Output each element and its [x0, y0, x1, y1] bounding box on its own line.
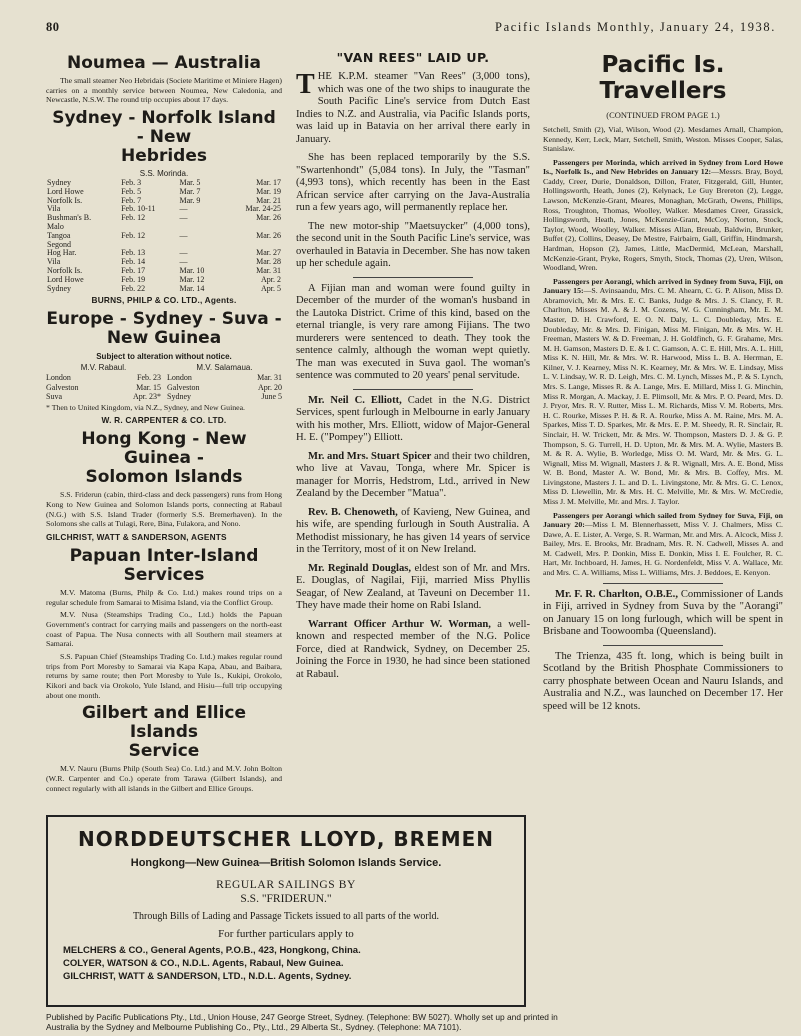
imprint-line-2: Australia by the Sydney and Melbourne Publishing Co., Pty., Ltd., 29 Alberta St., Sydney. (Telephone: MA 7101).: [46, 1022, 462, 1033]
charlton-body: Commissioner of Lands in Fiji, arrived in Sydney from Suva by the "Aorangi" on January 15 on long furlough, which will be spent in Brisbane and Toowoomba (Queensland).: [543, 588, 783, 638]
schedule-date: Mar. 26: [256, 230, 281, 240]
schedule-date: Mar. 27: [256, 248, 281, 258]
noumea-body: The small steamer Neo Hebridais (Societe Maritime et Miniere Hagen) carries on a monthly service between Noumea, New Caledonia, and Newcastle, N.S.W. The round trip occupies about 17 days.: [46, 76, 282, 105]
norfolk-schedule-table: [46, 179, 282, 293]
news-column: [296, 50, 530, 810]
schedule-date: —: [179, 230, 188, 240]
norddeutscher-lloyd-advertisement: [46, 815, 526, 1007]
schedule-row: [46, 249, 282, 258]
van-rees-heading: "VAN REES" LAID UP.: [336, 50, 490, 65]
europe-schedule-row: [46, 392, 161, 402]
schedule-port: Bushman's B.: [47, 213, 92, 223]
schedule-date: Mar. 10: [179, 266, 205, 276]
schedule-date: Feb. 19: [121, 274, 146, 284]
europe-schedule-left: [46, 362, 161, 402]
schedule-date: Mar. 26: [256, 213, 281, 223]
hongkong-agent: GILCHRIST, WATT & SANDERSON, AGENTS: [46, 531, 227, 542]
aorangi-sailed-list: —Miss I. M. Blennerhassett, Miss V. J. Chalmers, Miss C. Dawe, A. E. Lister, A. Verge, S. R. Warman, Mr. and Mrs. A. Alcock, Miss J. Bailey, Mrs. E. Brooks, Mr. Bradnam, Mrs. R. N. Cadwell, Misses A. and M. Cadwell, Mrs. P. Donkin, Miss E. Donkin, Miss I. E. Foulcher, R. C. Hart, Mr. Inchboard, H. James, H. G. Nordenfeldt, Miss V. A. Wallace, Mr. and Mrs. C. A. Williams, Miss L. Williams, Mrs. J. Beddoes, E. Kenyon.: [543, 520, 783, 578]
europe-ship-right: M.V. Salamaua.: [196, 362, 253, 372]
schedule-date: Feb. 13: [121, 248, 146, 258]
schedule-row: [46, 285, 282, 294]
ad-agent-2: COLYER, WATSON & CO., N.D.L. Agents, Rabaul, New Guinea.: [63, 958, 344, 969]
chenoweth-lead: Rev. B. Chenoweth,: [308, 506, 398, 518]
schedule-date: Feb. 3: [121, 178, 142, 188]
ad-further-particulars: For further particulars apply to: [218, 928, 354, 940]
europe-schedule-row: [167, 373, 282, 383]
article-divider: [353, 277, 473, 278]
morinda-list: —Messrs. Bray, Boyd, Caddy, Creer, Durie, Donaldson, Dillon, Frater, Fitzgerald, Gill, Hunter, Hollingsworth, Heath, Jones (2), Kelynack, Le Guy Brereton (2), Legge, Lawson, McKenzie-Grant, Meares, Monaghan, McGrath, Owens, Phillips, Ross, Troughton, Thomas, Woolley, Walker. Mesdames Creer, Grassick, Hollingsworth, Heath, Jones, McKenzie-Grant, McCoy, Norton, Stock, Taylor, Wood, Woolley, Walker. Misses Allan, Breuab, Baldwin, Brunker, Buffet (2), Collins, Deasey, De Mestre, Fairbairn, Gall, Griffin, Hindmarsh, Hardman, Hopson (2), James, Little, MacDermid, McLean, Marshall, McKenzie-Grant, Pryke, Rogers, Smyth, Stock, Thomas (2), Uren, Wilson, Woodland, Wren.: [543, 167, 783, 273]
schedule-row: [46, 241, 282, 250]
schedule-port: Sydney: [47, 283, 71, 293]
schedule-port: Vila: [47, 204, 61, 214]
schedule-date: Mar. 24-25: [245, 204, 281, 214]
hongkong-heading-line1: Hong Kong - New Guinea -: [81, 429, 247, 469]
travellers-para-0: Setchell, Smith (2), Vial, Wilson, Wood (2). Mesdames Arnall, Champion, Kennedy, Kerr, Leck, Marr, Setchell, Smith, Weston. Misses Cooper, Salas, Stanislaw.: [543, 125, 783, 154]
schedule-date: Feb. 14: [121, 257, 146, 267]
schedule-port: Suva: [46, 392, 62, 402]
schedule-date: Mar. 5: [179, 178, 201, 188]
schedule-date: Mar. 12: [179, 274, 205, 284]
norfolk-heading-line1: Sydney - Norfolk Island - New: [52, 108, 276, 148]
schedule-port: Vila: [47, 257, 61, 267]
hongkong-heading-line2: Solomon Islands: [85, 467, 243, 488]
schedule-date: —: [179, 213, 188, 223]
aorangi-arrived-list: —S. Avinsaandu, Mrs. C. M. Ahearn, C. G. P. Alison, Miss D. Abramovich, Mr. & Mrs. E. C. Banks, Judge & Mrs. J. S. Clancy, F. R. Charlton, Misses M. A. & J. M. Cozens, W. G. Cunningham, Mr. E. M. Master, D. H. Crawford, E. O. N. Daly, L. C. Doubleday, Mrs. E. Doubleday, Mr. & Mrs. D. Finigan, Miss M. Finigan, Mr. & Mrs. W. H. Freeman, Masters W. & D. Freeman, J. H. Goldfinch, G. F. Grahame, Mrs. M. H. Gamson, Masters D. E. & I. C. Gamson, A. C. E. Hill, Mrs. A. L. Hill, Miss K. N. Hill, Mr. & Mrs. W. R. Harwood, Miss L. B. A. Herrman, E. Kilner, V. J. Kearney, Miss N. K. Kearney, Mr. & Mrs. W. E. Lindsay, Miss L. V. Lindsay, W. R. D. Leigh, Mrs. C. M. Lynch, Misses M., P. & S. Lynch, Mrs. S. Lange, Misses R. & A. Lange, Mrs. E. Millard, Miss I. G. Minchin, Miss R. Morgan, A. Mackay, J. E. Plimsoll, Mr. & Mrs. P. O. Peard, Mrs. D. J. Pryor, Mrs. R. V. Rutter, Miss L. M. Richards, Miss V. M. Roberts, Mrs. H. C. Rourke, Misses P. H. & R. A. Rourke, Miss A. M. Raine, Mrs. M. A. Sparkes, Miss T. D. Sparkes, Mr. & Mrs. E. P. M. Sheedy, R. R. Sinclair, R. Sinclair, H. W. Trickett, Mr. & Mrs. W. Thompson, Masters D. J. & G. P. Thompson, S. G. Turrell, H. D. Upton, Mr. & Mrs. M. A. Wylie, Masters B. M. & R. A. Wylie, B. Worledge, Miss O. M. Ward, Mr. & Mrs. G. L. Wignall, Miss M. Wignall, Masters J. & R. Wignall, Mrs. A. E. Bond, Miss W. B. Bond, Master A. W. Bond, Mr. & Mrs. B. Coffey, Mrs. M. Livingstone, Masters J. L. and D. L. Livingstone, Mr. & Mrs. G. C. Lenox, Miss D. Llewellin, Mr. & Mrs. H. C. Melville, Mr. & Mrs. W. McCredie, Miss J. M. Melville, Mr. and Mrs. J. Taylor.: [543, 286, 783, 506]
douglas-lead: Mr. Reginald Douglas,: [308, 562, 412, 574]
trienza-para: The Trienza, 435 ft. long, which is being built in Scotland by the British Phosphate Commissioners to carry phosphate between Ocean and Nauru Islands, and Australia and N.Z., was launched on December 17. Her speed will be 12 knots.: [543, 650, 783, 712]
schedule-port: Norfolk Is.: [47, 195, 83, 205]
schedule-date: Mar. 21: [256, 195, 281, 205]
schedule-date: Mar. 31: [257, 373, 282, 383]
schedule-date: —: [179, 248, 188, 258]
schedule-date: Feb. 12: [121, 230, 146, 240]
van-rees-para-2: She has been replaced temporarily by the S.S. "Swartenhondt" (5,084 tons). In July, the "Tasman" (4,993 tons), which recently has been in the East African service after carrying on the Java-Australia run a few years ago, will permanently replace her.: [296, 152, 530, 213]
schedule-port: Tangoa: [47, 230, 71, 240]
ad-ship: S.S. "FRIDERUN.": [240, 893, 332, 905]
schedule-port: Galveston: [46, 382, 79, 392]
continued-note: (CONTINUED FROM PAGE 1.): [606, 110, 720, 120]
europe-schedule-right: [167, 362, 282, 402]
europe-heading-line2: New Guinea: [106, 328, 222, 349]
publication-title: Pacific Islands Monthly, January 24, 1938.: [495, 20, 776, 34]
papuan-para-2: M.V. Nusa (Steamships Trading Co., Ltd.) holds the Papuan Government's contract for carrying mails and passengers on the north-east coast of Papua. The Nusa connects with all Southern mail steamers at Samarai.: [46, 610, 282, 649]
europe-ship-left: M.V. Rabaul.: [80, 362, 127, 372]
ad-regular-sailings: REGULAR SAILINGS BY: [216, 879, 356, 891]
van-rees-para-3: The new motor-ship "Maetsuycker" (4,000 tons), the second unit in the South Pacific Line's service, was overhauled in Batavia in December. She has now taken up her schedule again.: [296, 220, 530, 269]
norfolk-ship: S.S. Morinda.: [139, 169, 189, 179]
schedule-port: Galveston: [167, 382, 200, 392]
travellers-heading: Pacific Is. Travellers: [599, 52, 727, 104]
schedule-port: Segond: [47, 239, 71, 249]
article-divider: [353, 389, 473, 390]
schedule-date: Mar. 28: [256, 257, 281, 267]
papuan-heading: Papuan Inter-Island Services: [69, 545, 259, 585]
spicer-lead: Mr. and Mrs. Stuart Spicer: [308, 450, 432, 462]
schedule-row: [46, 232, 282, 241]
schedule-port: Malo: [47, 222, 64, 232]
noumea-heading: Noumea — Australia: [66, 53, 262, 73]
europe-schedule-row: [167, 383, 282, 393]
schedule-date: Apr. 5: [261, 283, 281, 293]
europe-schedule: [46, 362, 282, 402]
charlton-lead: Mr. F. R. Charlton, O.B.E.,: [555, 588, 678, 600]
schedule-port: Lord Howe: [47, 186, 84, 196]
europe-schedule-row: [167, 392, 282, 402]
douglas-body: eldest son of Mr. and Mrs. E. Douglas, of Nagilai, Fiji, married Miss Phyllis Seagar, of New Zealand, at Taveuni on December 11. They have made their home on Rabi Island.: [296, 562, 530, 611]
ad-agent-1: MELCHERS & CO., General Agents, P.O.B., 423, Hongkong, China.: [63, 945, 361, 956]
schedule-date: Mar. 31: [256, 266, 281, 276]
europe-schedule-row: [46, 383, 161, 393]
imprint-line-1: Published by Pacific Publications Pty., Ltd., Union House, 247 George Street, Sydney. (Telephone: BW 5027). Wholly set up and printed in: [46, 1012, 558, 1022]
travellers-column: [543, 50, 783, 1025]
publisher-imprint: [46, 1012, 781, 1032]
schedule-port: London: [167, 373, 192, 383]
schedule-port: London: [46, 373, 71, 383]
schedule-port: Hog Har.: [47, 248, 77, 258]
schedule-date: Feb. 12: [121, 213, 146, 223]
ad-route: Hongkong—New Guinea—British Solomon Islands Service.: [130, 857, 442, 869]
schedule-date: Apr. 2: [261, 274, 281, 284]
page-number: 80: [46, 20, 60, 34]
schedule-date: Mar. 19: [256, 186, 281, 196]
schedule-date: Apr. 23*: [133, 392, 161, 402]
schedule-date: Feb. 17: [121, 266, 146, 276]
shipping-column: [46, 50, 282, 810]
europe-heading-line1: Europe - Sydney - Suva -: [46, 309, 282, 330]
schedule-port: Norfolk Is.: [47, 266, 83, 276]
schedule-date: Apr. 20: [258, 382, 282, 392]
schedule-row: [46, 276, 282, 285]
schedule-date: Feb. 10-11: [121, 204, 156, 214]
aorangi-sailed-lead: Passengers per Aorangi which sailed from Sydney for Suva, Fiji, on January 20:: [543, 510, 783, 530]
aorangi-arrived-lead: Passengers per Aorangi, which arrived in Sydney from Suva, Fiji, on January 15:: [543, 276, 783, 296]
schedule-date: Mar. 14: [179, 283, 205, 293]
article-divider: [603, 583, 723, 584]
elliott-lead: Mr. Neil C. Elliott,: [308, 394, 402, 406]
ad-title: NORDDEUTSCHER LLOYD, BREMEN: [77, 827, 495, 851]
schedule-date: Feb. 23: [137, 373, 161, 383]
norfolk-heading-line2: Hebrides: [121, 146, 207, 167]
schedule-port: Lord Howe: [47, 274, 84, 284]
schedule-row: [46, 214, 282, 223]
page-header: [46, 20, 776, 40]
morinda-lead: Passengers per Morinda, which arrived in Sydney from Lord Howe Is., Norfolk Is., and New Hebrides on January 12:: [543, 157, 783, 177]
papuan-para-3: S.S. Papuan Chief (Steamships Trading Co. Ltd.) makes regular round trips from Port Moresby to Samarai via Kapa Kapa, Abau, and Baibara, returns by same route; then Port Moresby to Yule Is., Kukipi, Orokolo, Kikori and back via Orokolo, Yule Island, and Hisiu—full trip occupying about one month.: [46, 651, 282, 700]
schedule-date: Mar. 9: [179, 195, 201, 205]
gilbert-heading-line1: Gilbert and Ellice Islands: [81, 703, 247, 743]
schedule-date: Mar. 17: [256, 178, 281, 188]
article-divider: [603, 645, 723, 646]
europe-agent: W. R. CARPENTER & CO. LTD.: [101, 415, 227, 426]
schedule-date: June 5: [261, 392, 282, 402]
schedule-date: Feb. 5: [121, 186, 142, 196]
europe-schedule-row: [46, 373, 161, 383]
hongkong-body: S.S. Friderun (cabin, third-class and deck passengers) runs from Hong Kong to New Guinea and Solomon Islands ports, connecting at Rabaul (N.G.) with S.S. Island Trader (formerly S.S. Bremerhaven). In the Solomons she calls at Tulagi, Rere, Bina, Fulakora, and Nono.: [46, 490, 282, 529]
papuan-para-1: M.V. Matoma (Burns, Philp & Co. Ltd.) makes round trips on a regular schedule from Samarai to Misima Island, via the Conflict Group.: [46, 588, 282, 607]
schedule-date: —: [179, 257, 188, 267]
worman-lead: Warrant Officer Arthur W. Worman,: [308, 618, 491, 630]
ad-agent-3: GILCHRIST, WATT & SANDERSON, LTD., N.D.L. Agents, Sydney.: [63, 971, 352, 982]
schedule-date: Mar. 7: [179, 186, 201, 196]
gilbert-heading-line2: Service: [128, 741, 200, 762]
europe-note: * Then to United Kingdom, via N.Z., Sydney, and New Guinea.: [46, 402, 246, 412]
schedule-date: —: [179, 204, 188, 214]
schedule-date: Mar. 15: [136, 382, 161, 392]
schedule-row: [46, 223, 282, 232]
norfolk-agent: BURNS, PHILP & CO. LTD., Agents.: [91, 295, 237, 306]
schedule-date: Feb. 7: [121, 195, 142, 205]
schedule-port: Sydney: [167, 392, 191, 402]
chenoweth-body: of Kavieng, New Guinea, and his wife, are spending furlough in South Australia. A Methodist missionary, he has given 14 years of service in the Territory, most of it on New Ireland.: [296, 506, 530, 555]
schedule-date: Feb. 22: [121, 283, 146, 293]
fijian-murder-para: A Fijian man and woman were found guilty in December of the murder of the woman's husband in the Lautoka District. Crime of this kind, based on the eternal triangle, is very rare among Fijians. The two murderers were sentenced to death. They took the sentence calmly, although the woman wept quietly. The man was executed in Suva gaol. The woman's sentence was commuted to 20 years' penal servitude.: [296, 282, 530, 381]
gilbert-body: M.V. Nauru (Burns Philp (South Sea) Co. Ltd.) and M.V. John Bolton (W.R. Carpenter and Co.) operate from Tarawa (Gilbert Islands), and connect regularly with all islands in the Gilbert and Ellice Groups.: [46, 764, 282, 793]
spicer-body: and their two children, who live at Vavau, Tonga, where Mr. Spicer is manager for Morris, Hedstrom, Ltd., arrived in New Zealand by the December "Matua".: [296, 450, 530, 499]
elliott-body: Cadet in the N.G. District Services, spent furlough in Melbourne in early January with his mother, Mrs. Elliott, widow of Major-General H. E. ("Pompey") Elliott.: [296, 394, 530, 443]
van-rees-para-1: THE K.P.M. steamer "Van Rees" (3,000 tons), which was one of the two ships to inaugurate the South Pacific Line's service from Dutch East Indies to N.Z. and Australia, via Pacific Islands ports, was laid up in Batavia on her arrival there early in January.: [296, 69, 530, 145]
schedule-port: Sydney: [47, 178, 71, 188]
europe-subject: Subject to alteration without notice.: [96, 351, 232, 361]
worman-body: a well-known and respected member of the N.G. Police Force, died at Randwick, Sydney, on December 25. Joining the Force in 1930, he had since been stationed at Rabaul.: [296, 618, 530, 680]
ad-through-bills: Through Bills of Lading and Passage Tickets issued to all parts of the world.: [132, 911, 440, 922]
